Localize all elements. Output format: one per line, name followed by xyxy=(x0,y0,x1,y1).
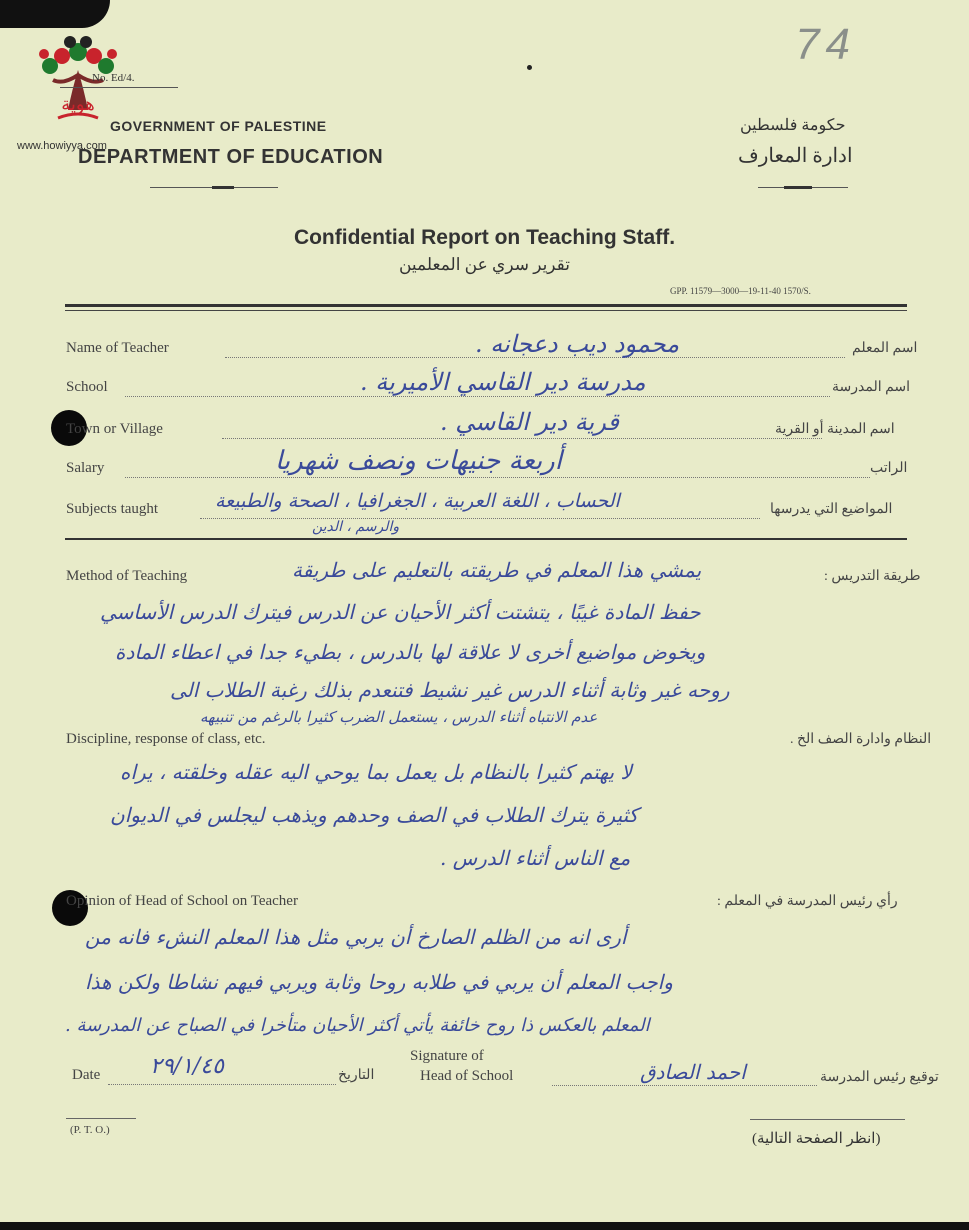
header-rule-left-bar xyxy=(212,186,234,189)
scan-bottom-edge xyxy=(0,1222,969,1230)
salary-label-en: Salary xyxy=(66,460,105,476)
date-label-en: Date xyxy=(72,1067,101,1083)
salary-value: أربعة جنيهات ونصف شهريا xyxy=(275,446,562,476)
discipline-line-1: لا يهتم كثيرا بالنظام بل يعمل بما يوحي اليه عقله وخلقته ، يراه xyxy=(120,760,632,784)
discipline-label-en: Discipline, response of class, etc. xyxy=(66,731,266,747)
signature-label-ar: توقيع رئيس المدرسة xyxy=(820,1070,939,1085)
discipline-line-3: مع الناس أثناء الدرس . xyxy=(440,846,631,870)
subjects-value-line2: والرسم ، الدين xyxy=(312,519,400,535)
method-line-3: ويخوض مواضيع أخرى لا علاقة لها بالدرس ، بطيء جدا في اعطاء المادة xyxy=(115,640,706,664)
signature-dots xyxy=(552,1084,817,1086)
report-title-en: Confidential Report on Teaching Staff. xyxy=(293,226,676,249)
method-line-5: عدم الانتباه أثناء الدرس ، يستعمل الضرب كثيرا بالرغم من تنبيهه xyxy=(200,708,598,726)
opinion-line-1: أرى انه من الظلم الصارخ أن يربي مثل هذا المعلم النشء فانه من xyxy=(85,925,627,949)
title-rule-thin xyxy=(65,310,907,311)
method-line-4: روحه غير وثابة أثناء الدرس غير نشيط فتنعدم بذلك رغبة الطلاب الى xyxy=(170,678,730,702)
method-label-en: Method of Teaching xyxy=(66,568,188,584)
discipline-line-2: كثيرة يترك الطلاب في الصف وحدهم ويذهب ليجلس في الديوان xyxy=(110,803,639,827)
school-label-en: School xyxy=(66,379,108,395)
signature-label-en-1: Signature of xyxy=(410,1048,484,1064)
opinion-label-ar: رأي رئيس المدرسة في المعلم : xyxy=(717,894,898,909)
town-label-en: Town or Village xyxy=(66,421,163,437)
department-title-ar: ادارة المعارف xyxy=(738,145,853,167)
logo-text: هوية xyxy=(61,94,95,115)
scan-corner-shadow xyxy=(0,0,110,28)
date-value: ٢٩/١/٤٥ xyxy=(150,1054,224,1079)
signature-label-en-2: Head of School xyxy=(420,1068,514,1084)
teacher-name-value: محمود ديب دعجانه . xyxy=(475,330,680,358)
signature-value: احمد الصادق xyxy=(640,1060,746,1084)
subjects-dots xyxy=(200,517,760,519)
pto-ar-rule xyxy=(750,1119,905,1120)
department-title-en: DEPARTMENT OF EDUCATION xyxy=(78,146,384,168)
teacher-name-label-ar: اسم المعلم xyxy=(852,341,918,356)
salary-label-ar: الراتب xyxy=(870,461,908,476)
method-label-ar: طريقة التدريس : xyxy=(824,569,921,584)
title-rule-thick xyxy=(65,304,907,307)
page-number: 74 xyxy=(795,20,856,69)
method-line-2: حفظ المادة غيبًا ، يتشتت أكثر الأحيان عن الدرس فيترك الدرس الأساسي xyxy=(100,600,701,624)
subjects-label-ar: المواضيع التي يدرسها xyxy=(770,502,893,517)
date-dots xyxy=(108,1083,336,1085)
print-code: GPP. 11579—3000—19-11-40 1570/S. xyxy=(670,286,811,296)
opinion-line-2: واجب المعلم أن يربي في طلابه روحا وثابة ويربي فيهم نشاطا ولكن هذا xyxy=(85,970,673,994)
subjects-label-en: Subjects taught xyxy=(66,501,159,517)
town-value: قرية دير القاسي . xyxy=(440,408,619,436)
subjects-value: الحساب ، اللغة العربية ، الجغرافيا ، الصحة والطبيعة xyxy=(215,490,620,512)
teacher-name-label-en: Name of Teacher xyxy=(66,340,169,356)
date-label-ar: التاريخ xyxy=(338,1068,375,1083)
pto-ar: (انظر الصفحة التالية) xyxy=(752,1131,881,1147)
school-value: مدرسة دير القاسي الأميرية . xyxy=(360,368,646,396)
watermark-url: www.howiyya.com xyxy=(17,140,107,152)
government-title-en: GOVERNMENT OF PALESTINE xyxy=(110,118,327,134)
method-line-1: يمشي هذا المعلم في طريقته بالتعليم على طريقة xyxy=(292,558,702,582)
pto-en: (P. T. O.) xyxy=(70,1124,110,1136)
ink-dot xyxy=(527,65,532,70)
salary-dots xyxy=(125,476,870,478)
section-separator xyxy=(65,538,907,540)
opinion-label-en: Opinion of Head of School on Teacher xyxy=(66,893,298,909)
town-label-ar: اسم المدينة أو القرية xyxy=(775,422,895,437)
report-title-ar: تقرير سري عن المعلمين xyxy=(398,255,571,274)
pto-rule xyxy=(66,1118,136,1119)
town-dots xyxy=(222,437,822,439)
government-title-ar: حكومة فلسطين xyxy=(740,117,846,134)
opinion-line-3: المعلم بالعكس ذا روح خائفة يأتي أكثر الأحيان متأخرا في الصباح عن المدرسة . xyxy=(65,1015,650,1036)
header-rule-right-bar xyxy=(784,186,812,189)
form-number-rule xyxy=(60,87,178,88)
school-label-ar: اسم المدرسة xyxy=(832,380,911,395)
discipline-label-ar: النظام وادارة الصف الخ . xyxy=(790,732,932,747)
form-number: No. Ed/4. xyxy=(92,72,135,84)
